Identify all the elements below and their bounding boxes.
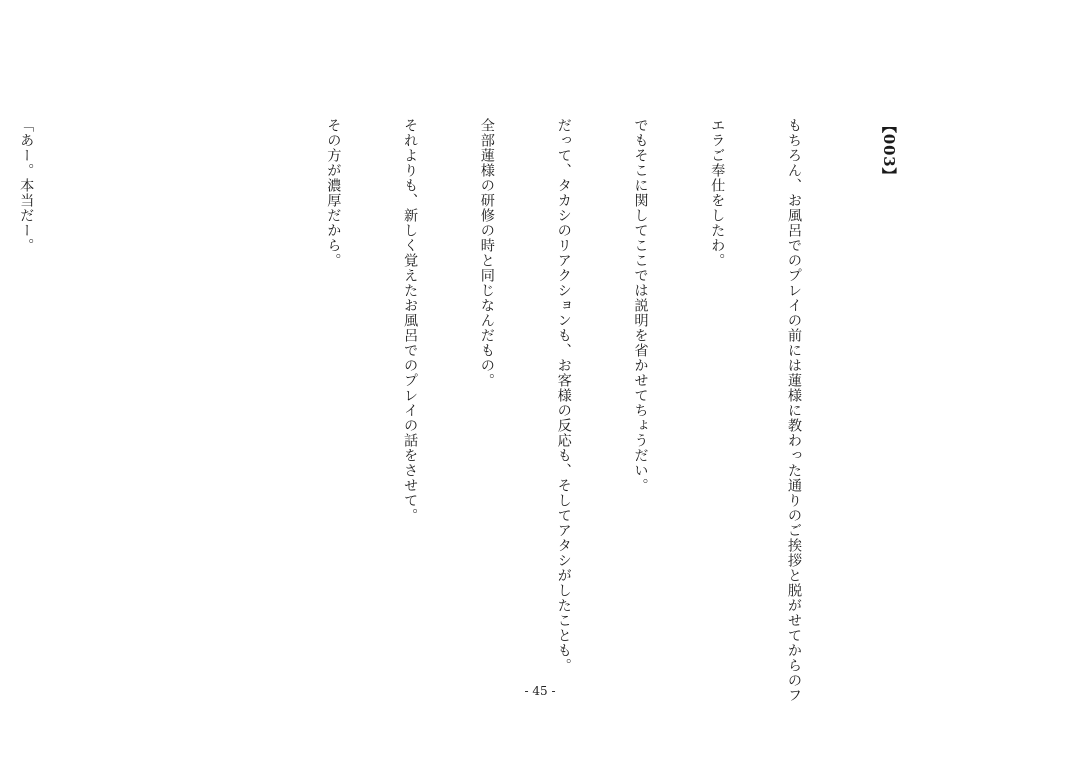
text-line: もちろん、お風呂でのプレイの前には蓮様に教わった通りのご挨拶と脱がせてからのフ	[786, 118, 803, 703]
text-line: だって、タカシのリアクションも、お客様の反応も、そしてアタシがしたことも。	[555, 118, 572, 673]
text-line: でもそこに関してここでは説明を省かせてちょうだい。	[632, 118, 649, 493]
section-heading: 【003】	[879, 118, 898, 184]
text-line: 「あー。本当だー。	[18, 118, 35, 253]
text-line: 全部蓮様の研修の時と同じなんだもの。	[478, 118, 495, 388]
text-line: エラご奉仕をしたわ。	[709, 118, 726, 268]
blank-line	[243, 118, 269, 678]
blank-line	[89, 118, 115, 678]
text-line: それよりも、新しく覚えたお風呂でのプレイの話をさせて。	[402, 118, 419, 523]
page-number: - 45 -	[524, 684, 556, 698]
blank-line	[166, 118, 192, 678]
text-line: その方が濃厚だから。	[325, 118, 342, 268]
